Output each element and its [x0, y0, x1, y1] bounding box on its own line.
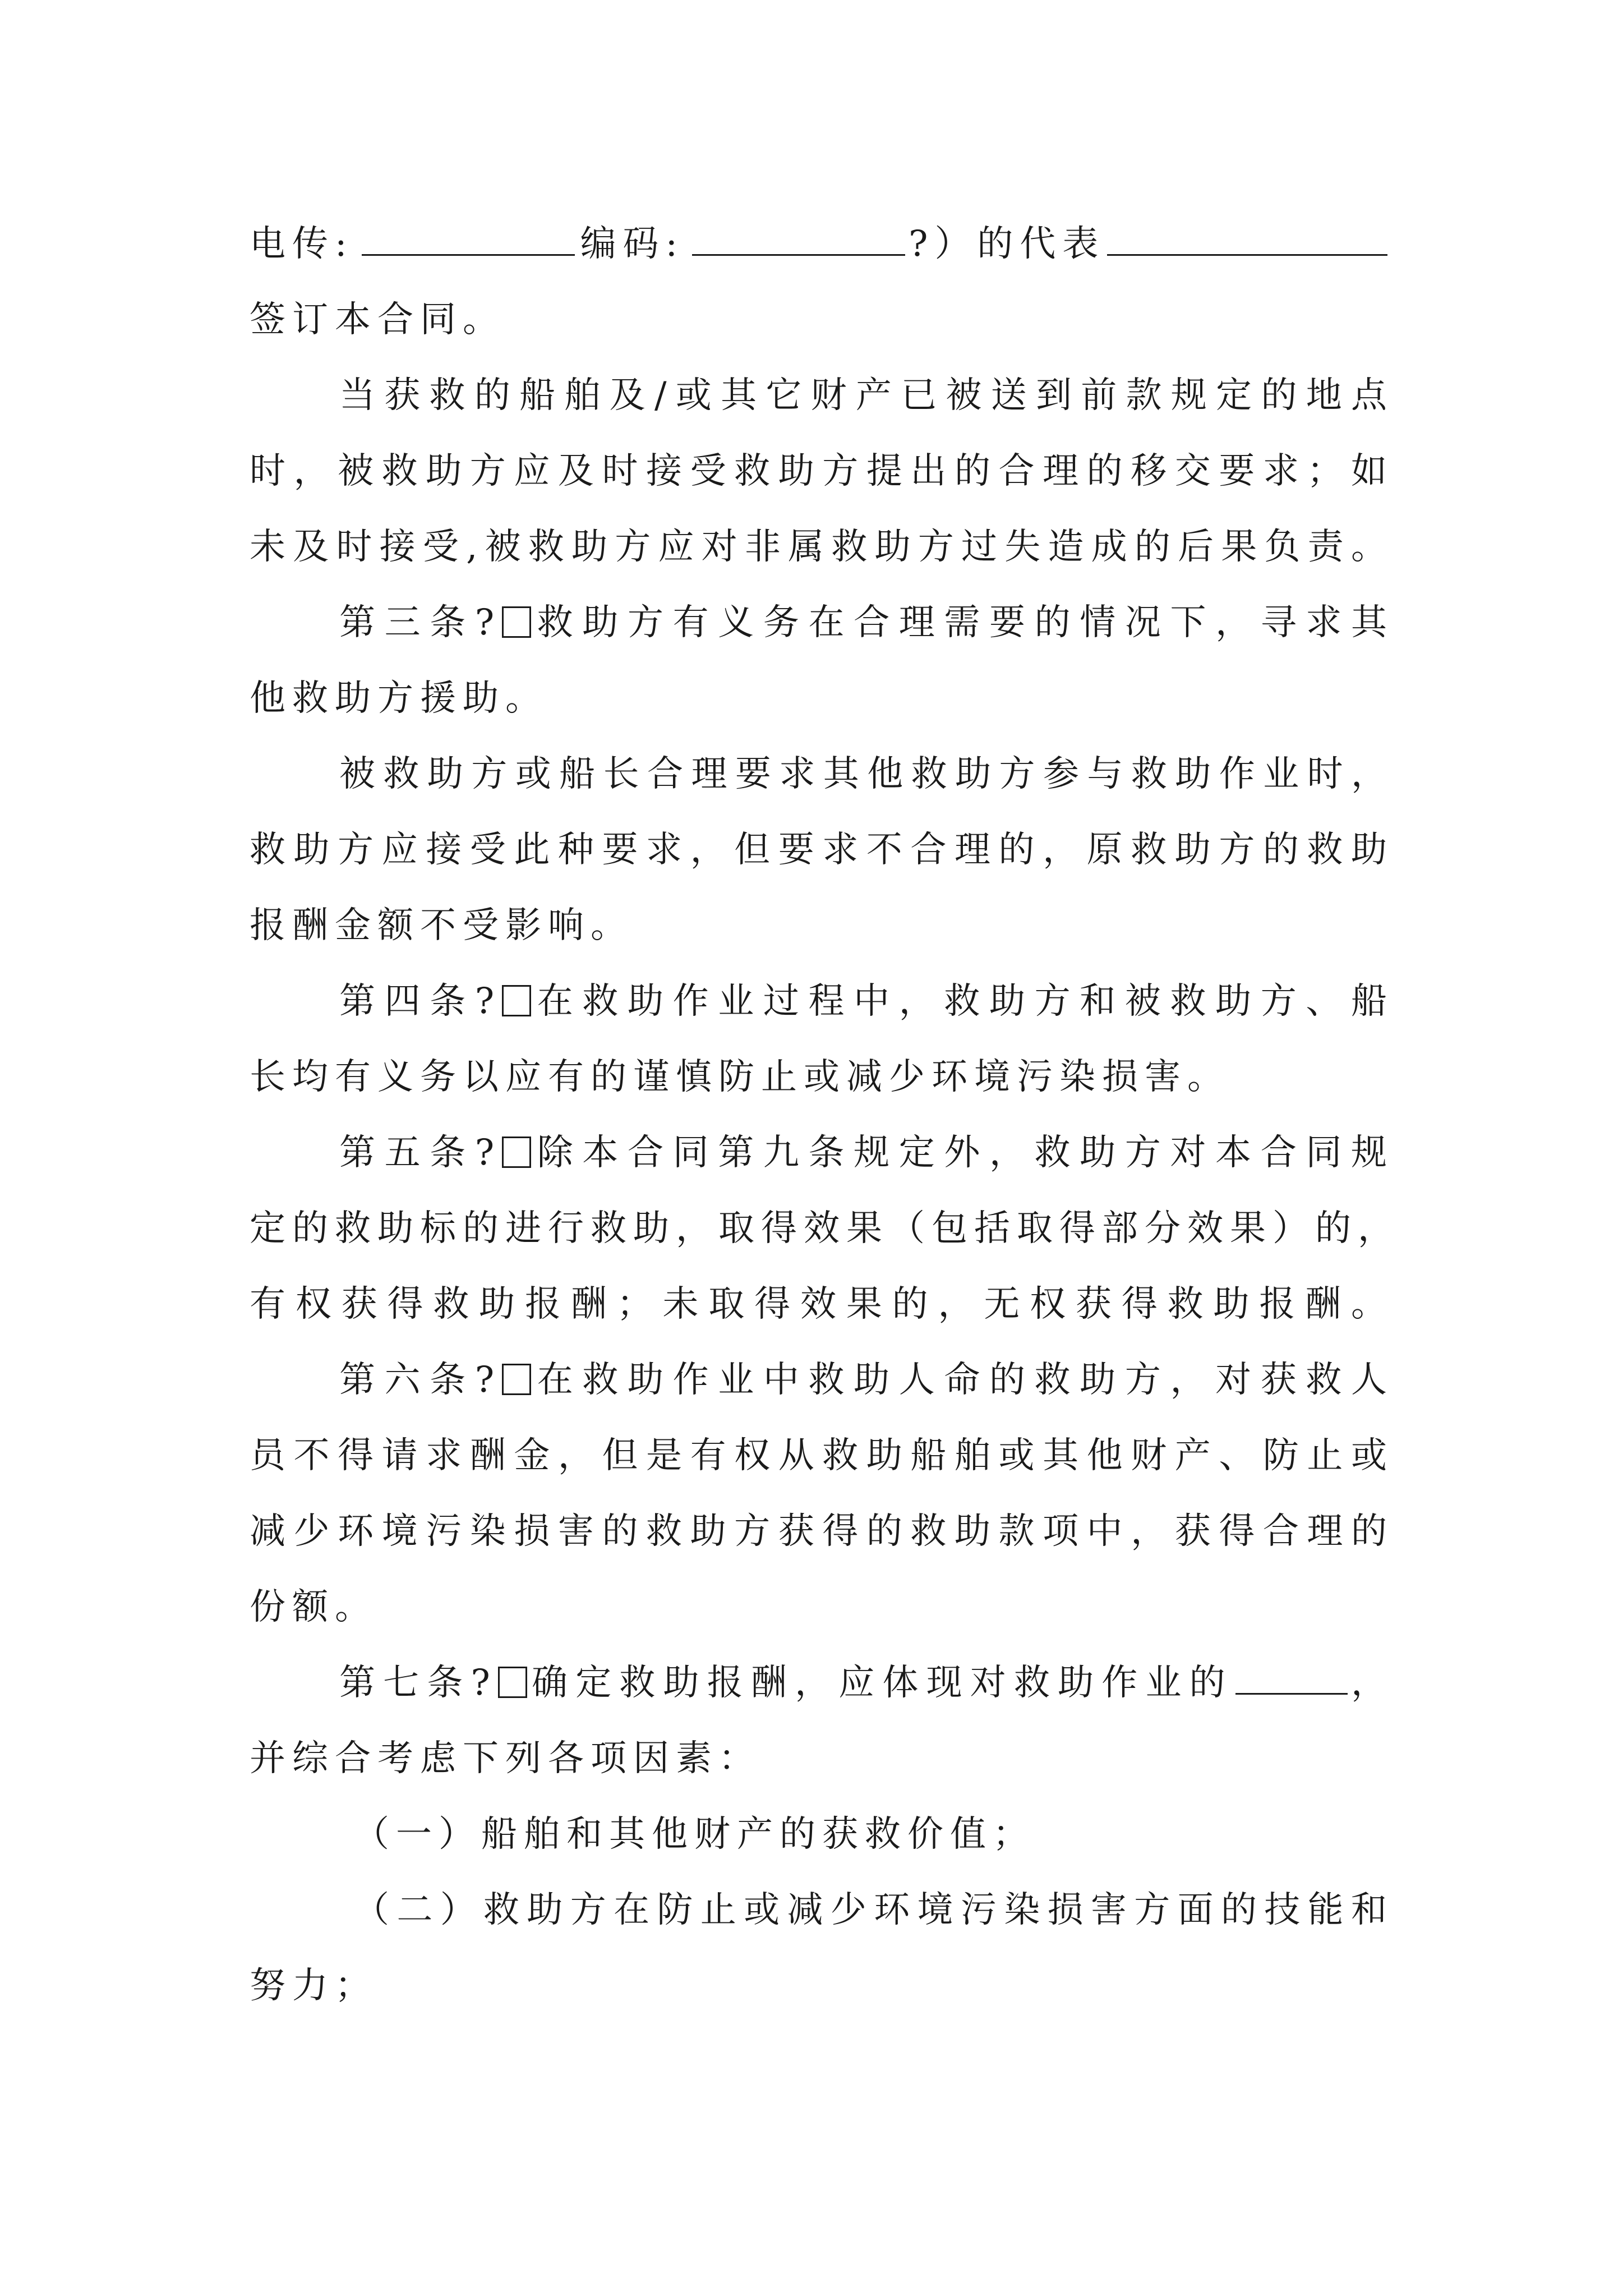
factor-item-2-line-2: 努力；	[250, 1965, 377, 2007]
paragraph-handover-line-2: 时，被救助方应及时接受救助方提出的合理的移交要求；如	[250, 450, 1394, 492]
representative-blank	[1107, 223, 1387, 256]
article-3-label: 第三条?	[339, 602, 501, 643]
telex-label: 电传:	[250, 223, 354, 265]
paragraph-other-salvors-line-1: 被救助方或船长合理要求其他救助方参与救助作业时，	[339, 753, 1394, 795]
article-4-text: 在救助作业过程中，救助方和被救助方、船	[534, 981, 1394, 1022]
article-6-line-3: 减少环境污染损害的救助方获得的救助款项中，获得合理的	[250, 1511, 1394, 1552]
checkbox-glyph	[502, 606, 531, 638]
article-3-line-2: 他救助方援助。	[250, 678, 548, 719]
article-6-line-4: 份额。	[250, 1586, 377, 1628]
article-5-text: 除本合同第九条规定外，救助方对本合同规	[534, 1132, 1394, 1174]
paragraph-handover-line-1: 当获救的船舶及/或其它财产已被送到前款规定的地点	[339, 375, 1394, 416]
contact-line	[250, 222, 1394, 266]
article-3-text: 救助方有义务在合理需要的情况下，寻求其	[534, 602, 1394, 643]
checkbox-glyph	[498, 1667, 527, 1698]
article-4-line-2: 长均有义务以应有的谨慎防止或减少环境污染损害。	[250, 1056, 1230, 1098]
article-7-label: 第七条?	[339, 1662, 497, 1704]
article-6-line-1	[339, 1358, 1394, 1402]
article-7-line-1	[339, 1660, 1394, 1705]
article-4-line-1	[339, 979, 1394, 1024]
paragraph-handover-line-3: 未及时接受,被救助方应对非属救助方过失造成的后果负责。	[250, 526, 1394, 568]
factor-item-1: （一）船舶和其他财产的获救价值；	[353, 1814, 1035, 1855]
paragraph-other-salvors-line-3: 报酬金额不受影响。	[250, 905, 633, 946]
article-7-text: 确定救助报酬，应体现对救助作业的	[530, 1662, 1233, 1704]
checkbox-glyph	[502, 985, 531, 1016]
article-3-line-1	[339, 600, 1394, 645]
article-5-line-2: 定的救助标的进行救助，取得效果（包括取得部分效果）的，	[250, 1208, 1400, 1249]
article-5-label: 第五条?	[339, 1132, 501, 1174]
signing-line: 签订本合同。	[250, 299, 505, 341]
article-6-label: 第六条?	[339, 1359, 501, 1401]
code-label: 编码:	[580, 223, 685, 265]
article-4-label: 第四条?	[339, 981, 501, 1022]
article-7-blank	[1235, 1662, 1348, 1695]
factor-item-2-line-1: （二）救助方在防止或减少环境污染损害方面的技能和	[353, 1889, 1394, 1931]
code-blank	[692, 223, 905, 256]
representative-text: ?）的代表	[909, 223, 1105, 265]
telex-blank	[362, 223, 575, 256]
article-6-text: 在救助作业中救助人命的救助方，对获救人	[534, 1359, 1394, 1401]
article-7-comma: ，	[1349, 1662, 1394, 1704]
article-5-line-1	[339, 1130, 1394, 1175]
paragraph-other-salvors-line-2: 救助方应接受此种要求，但要求不合理的，原救助方的救助	[250, 829, 1394, 871]
checkbox-glyph	[502, 1137, 531, 1168]
article-7-line-2: 并综合考虑下列各项因素：	[250, 1738, 761, 1779]
article-6-line-2: 员不得请求酬金，但是有权从救助船舶或其他财产、防止或	[250, 1435, 1394, 1476]
article-5-line-3: 有权获得救助报酬；未取得效果的，无权获得救助报酬。	[250, 1283, 1394, 1325]
checkbox-glyph	[502, 1364, 531, 1395]
